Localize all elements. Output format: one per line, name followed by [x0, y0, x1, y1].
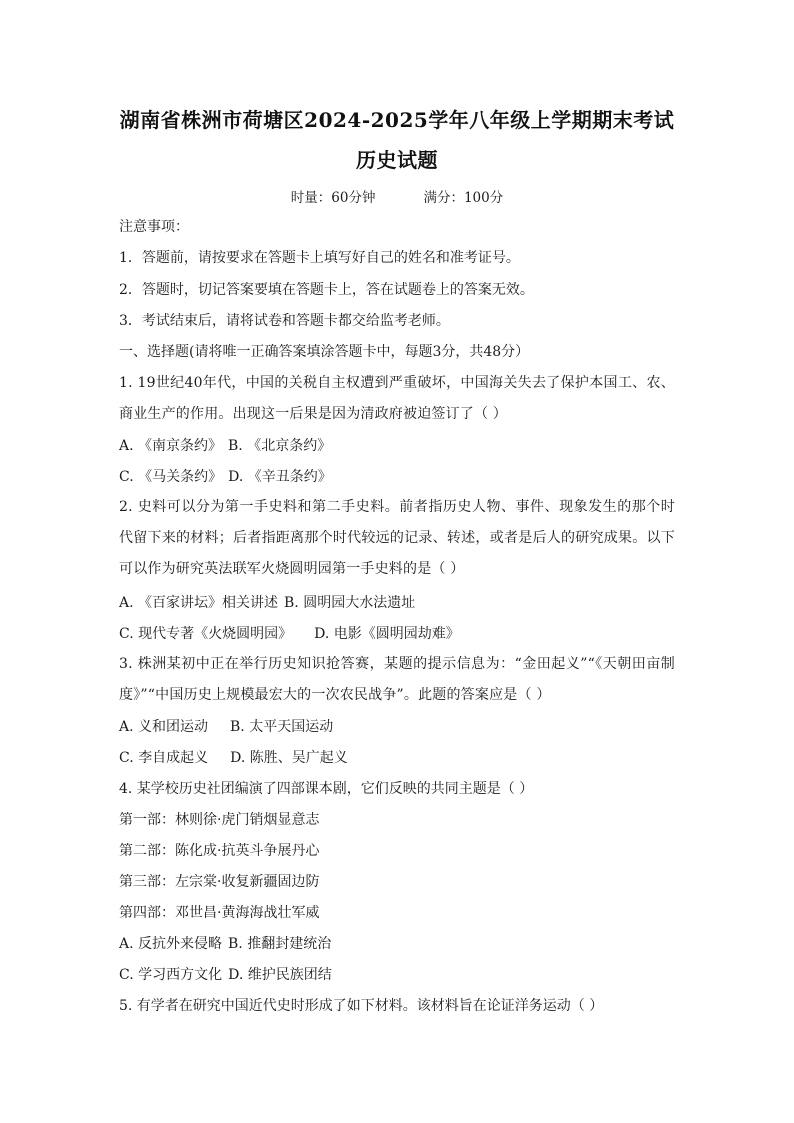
question-3-options-row [119, 749, 348, 767]
option-b[interactable]: B. 推翻封建统治 [228, 936, 332, 952]
question-2-options-row [119, 625, 460, 643]
exam-title: 湖南省株洲市荷塘区2024-2025学年八年级上学期期末考试 [119, 108, 675, 132]
question-3-options-row [119, 718, 333, 736]
exam-subject: 历史试题 [356, 148, 438, 172]
play-part: 第一部：林则徐·虎门销烟显意志 [119, 812, 320, 828]
option-c[interactable]: C. 学习西方文化 [119, 967, 223, 983]
question-4-options-row [119, 966, 332, 984]
note-item: 3．考试结束后，请将试卷和答题卡都交给监考老师。 [119, 313, 450, 329]
option-a[interactable]: A. 义和团运动 [119, 719, 209, 735]
exam-meta [0, 186, 794, 206]
time-limit: 时量：60分钟 [290, 190, 376, 206]
option-c[interactable]: C. 《马关条约》 [119, 469, 223, 485]
option-d[interactable]: D. 《辛丑条约》 [228, 469, 332, 485]
play-part: 第四部：邓世昌·黄海海战壮军威 [119, 905, 320, 921]
option-b[interactable]: B. 太平天国运动 [230, 719, 334, 735]
play-part: 第三部：左宗棠·收复新疆固边防 [119, 874, 320, 890]
question-4-options-row [119, 935, 331, 953]
option-d[interactable]: D. 陈胜、吴广起义 [230, 750, 348, 766]
question-5-stem: 5. 有学者在研究中国近代史时形成了如下材料。该材料旨在论证洋务运动（ ） [119, 998, 604, 1014]
question-1-stem: 1. 19世纪40年代，中国的关税自主权遭到严重破坏，中国海关失去了保护本国工、农、商业生产的作用。出现这一后果是因为清政府被迫签订了（ ） [119, 375, 675, 422]
option-c[interactable]: C. 现代专著《火烧圆明园》 [119, 626, 293, 642]
question-2-stem: 2. 史料可以分为第一手史料和第二手史料。前者指历史人物、事件、现象发生的那个时代留下来的材料；后者指距离那个时代较远的记录、转述，或者是后人的研究成果。以下可以作为研究英法联军火烧圆明园第一手史料的是（ ） [119, 499, 675, 577]
question-3-stem: 3. 株洲某初中正在举行历史知识抢答赛，某题的提示信息为：“金田起义”“《天朝田亩制度》”“中国历史上规模最宏大的一次农民战争”。此题的答案应是（ ） [119, 656, 675, 703]
notes-heading: 注意事项： [119, 219, 189, 235]
section-heading: 一、选择题(请将唯一正确答案填涂答题卡中，每题3分，共48分） [119, 344, 530, 360]
option-b[interactable]: B. 《北京条约》 [228, 438, 332, 454]
question-1-options-row [119, 437, 331, 455]
question-2-options-row [119, 594, 415, 612]
play-part: 第二部：陈化成·抗英斗争展丹心 [119, 843, 320, 859]
question-1-options-row [119, 468, 332, 486]
option-a[interactable]: A. 《百家讲坛》相关讲述 [119, 595, 279, 611]
note-item: 1．答题前，请按要求在答题卡上填写好自己的姓名和准考证号。 [119, 250, 520, 266]
full-score: 满分：100分 [423, 190, 504, 206]
option-d[interactable]: D. 维护民族团结 [228, 967, 332, 983]
option-a[interactable]: A. 反抗外来侵略 [119, 936, 223, 952]
question-4-stem: 4. 某学校历史社团编演了四部课本剧，它们反映的共同主题是（ ） [119, 781, 534, 797]
option-d[interactable]: D. 电影《圆明园劫难》 [314, 626, 460, 642]
option-c[interactable]: C. 李自成起义 [119, 750, 209, 766]
option-b[interactable]: B. 圆明园大水法遗址 [284, 595, 416, 611]
option-a[interactable]: A. 《南京条约》 [119, 438, 223, 454]
note-item: 2．答题时，切记答案要填在答题卡上，答在试题卷上的答案无效。 [119, 282, 534, 298]
